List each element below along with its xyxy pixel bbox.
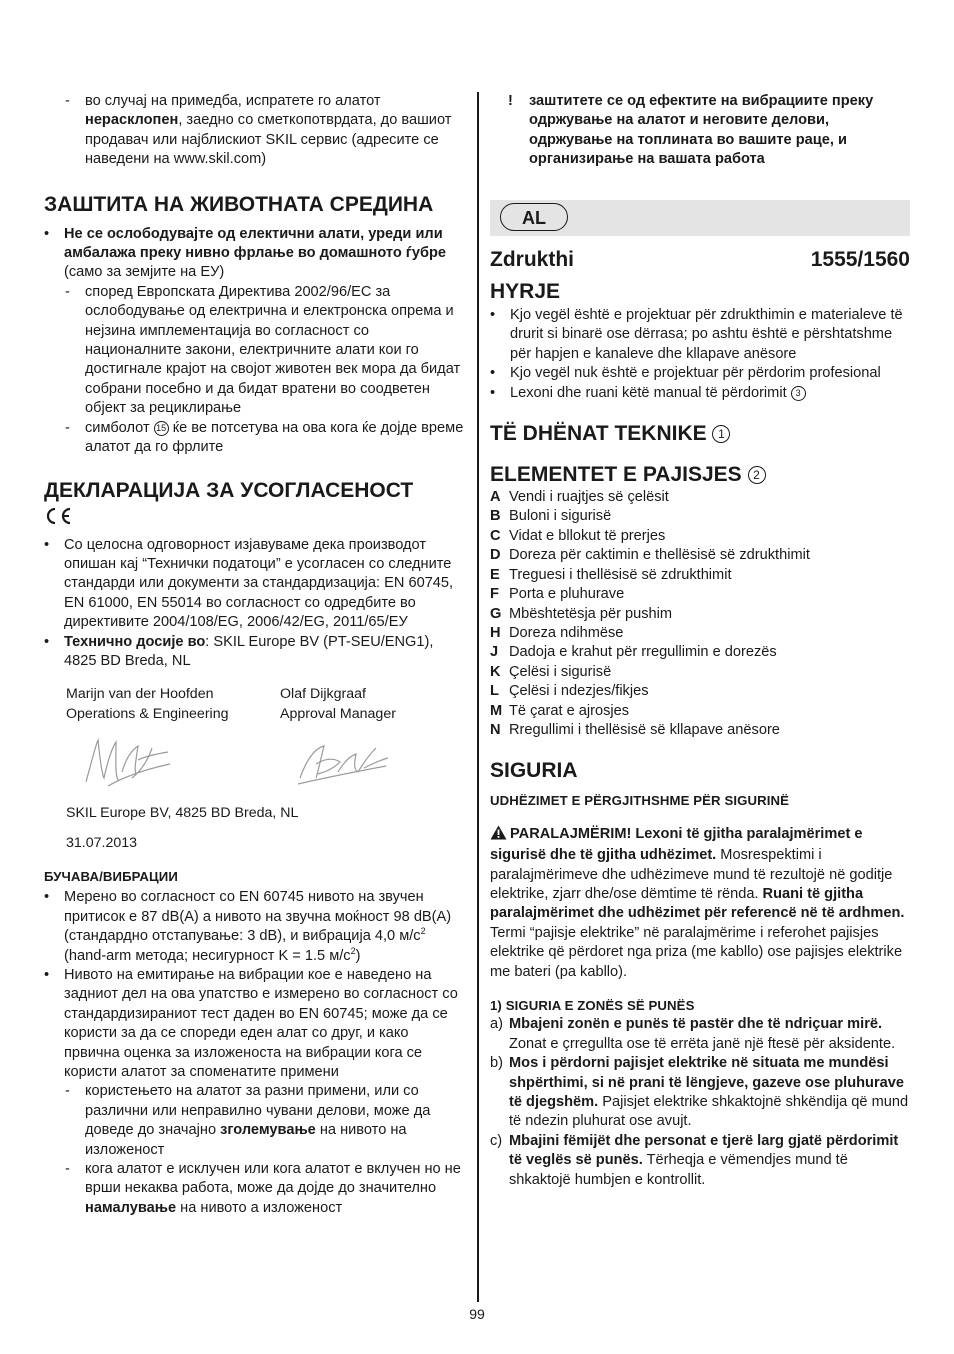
element-item xyxy=(490,643,910,662)
work-area-title: 1) SIGURIA E ZONËS SË PUNËS xyxy=(490,998,695,1013)
column-divider xyxy=(477,92,479,1302)
decl-bullet-2: • Технично досије во: SKIL Europe BV (PT-SEU/ENG1), 4825 BD Breda, NL xyxy=(44,633,466,672)
noise-title: БУЧАВА/ВИБРАЦИИ xyxy=(44,868,178,884)
element-item xyxy=(490,663,910,682)
signatories xyxy=(66,685,466,724)
warning-triangle-icon xyxy=(490,825,507,846)
element-label: Të çarat e ajrosjes xyxy=(509,702,630,719)
element-key: K xyxy=(490,663,501,680)
product-model: 1555/1560 xyxy=(810,247,910,271)
element-key: H xyxy=(490,624,501,641)
work-area-item xyxy=(490,1132,910,1190)
work-area-bold: Mos i përdorni pajisjet elektrike në situata me mundësi shpërthimi, si në prani të lëngjeve, gazeve ose pluhurave të djegshëm. xyxy=(509,1055,904,1111)
work-area-text xyxy=(509,1015,910,1054)
work-area-rest: Zonat e çrregullta ose të errëta janë një ftesë për aksidente. xyxy=(509,1035,896,1052)
decl-bullet-1: • Со целосна одговорност изјавуваме дека производот опишан кај “Технички податоци” е усогласен со следните стандарди или документи за стандардизација: EN 60745, EN 61000, EN 55014 во согласност со одредбите во директивите 2004/108/EG, 2006/42/EG, 2011/65/ЕУ xyxy=(44,536,466,633)
element-key: B xyxy=(490,508,501,525)
left-column xyxy=(44,92,466,1218)
intro-bullet-3: • Lexoni dhe ruani këtë manual të përdorimit 3 xyxy=(490,384,910,403)
signatory-1: Marijn van der Hoofden Operations & Engineering xyxy=(66,686,229,722)
element-item xyxy=(490,585,910,604)
element-item xyxy=(490,546,910,565)
signature-date: 31.07.2013 xyxy=(66,834,138,851)
signature-images xyxy=(66,724,466,804)
general-warning: PARALAJMËRIM! Lexoni të gjitha paralajmërimet e sigurisë dhe të gjitha udhëzimet. Mosrespektimi i paralajmërimeve dhe udhëzimeve mund të rezultojë në goditje elektrike, zjarr dhe/ose dëmtime të rënda. Ruani të gjitha paralajmërimet dhe udhëzimet për referencë në të ardhmen. Termi “pajisje elektrike” në paralajmërime i referohet pajisjes elektrike që përdoret nga priza (me kabllo) ose pajisjes elektrike me bateri (pa kabllo). xyxy=(490,825,905,980)
intro-bullet-2: • Kjo vegël nuk është e projektuar për përdorim profesional xyxy=(490,364,910,383)
element-item xyxy=(490,605,910,624)
vibration-warning: ! заштитете се од ефектите на вибрациите преку одржување на алатот и неговите делови, одржување на топлината во вашите раце, и организирање на вашата работа xyxy=(508,93,874,168)
element-item xyxy=(490,507,910,526)
signature-1-icon xyxy=(82,730,174,792)
general-safety-title: UDHËZIMET E PËRGJITHSHME PËR SIGURINË xyxy=(490,793,789,809)
right-column xyxy=(490,92,910,1190)
work-area-list xyxy=(490,1015,910,1190)
element-item xyxy=(490,682,910,701)
intro-title: HYRJE xyxy=(490,280,561,304)
work-area-item xyxy=(490,1054,910,1132)
work-area-rest: Tërheqja e vëmendjes mund të shkaktojë humbjen e kontrollit. xyxy=(509,1152,848,1188)
element-label: Buloni i sigurisë xyxy=(509,508,612,525)
element-item xyxy=(490,566,910,585)
product-name: Zdrukthi xyxy=(490,247,574,271)
element-key: M xyxy=(490,702,503,719)
language-badge: AL xyxy=(500,203,568,231)
element-label: Doreza ndihmëse xyxy=(509,624,624,641)
ref-3-icon: 3 xyxy=(791,386,806,401)
work-area-text xyxy=(509,1054,910,1132)
ref-15-icon: 15 xyxy=(154,421,169,436)
signature-company: SKIL Europe BV, 4825 BD Breda, NL xyxy=(66,805,299,822)
element-key: J xyxy=(490,644,499,661)
element-key: E xyxy=(490,566,500,583)
element-label: Mbështetësja për pushim xyxy=(509,605,673,622)
element-key: C xyxy=(490,527,501,544)
element-item xyxy=(490,721,910,740)
signature-2-icon xyxy=(294,738,392,790)
page-number: 99 xyxy=(469,1306,485,1322)
element-label: Çelësi i sigurisë xyxy=(509,663,612,680)
work-area-key: a) xyxy=(490,1016,503,1033)
work-area-rest: Pajisjet elektrike shkaktojnë shkëndija që mund të ndezin pluhurat ose avujt. xyxy=(509,1094,909,1130)
ce-mark-icon xyxy=(44,506,74,532)
safety-title: SIGURIA xyxy=(490,759,578,783)
element-label: Rregullimi i thellësisë së kllapave anësore xyxy=(509,721,780,738)
env-bullet: • Не се ослободувајте од електични алати, уреди или амбалажа преку нивно фрлање во домашното ѓубре (само за земјите на ЕУ) xyxy=(44,225,466,283)
noise-dash-2: - кога алатот е исклучен или кога алатот е вклучен но не врши некаква работа, може да дојде до значително намалување на нивото а изложеност xyxy=(44,1160,466,1218)
element-key: D xyxy=(490,547,501,564)
intro-dash-item: - во случај на примедба, испратете го алатот нерасклопен, заедно со сметкопотврдата, до вашиот продавач или најблискиот SKIL сервис (адресите се наведени на www.skil.com) xyxy=(44,92,466,170)
signatory-2: Olaf Dijkgraaf Approval Manager xyxy=(280,686,396,722)
element-key: A xyxy=(490,489,501,506)
element-item xyxy=(490,702,910,721)
tech-title: TË DHËNAT TEKNIKE 1 xyxy=(490,421,910,446)
element-label: Vendi i ruajtjes së çelësit xyxy=(509,489,669,506)
element-key: F xyxy=(490,586,499,603)
language-bar xyxy=(490,200,910,236)
ref-2-icon: 2 xyxy=(748,466,766,484)
noise-bullet-1: • Мерено во согласност со EN 60745 нивото на звучен притисок е 87 dB(A) а нивото на звучна моќност 98 dB(A) (стандардно отстапување: 3 dB), и вибрација 4,0 $м/с^2$ (hand-arm метода; несигурност K = 1.5 $м/с^2$) xyxy=(44,888,466,966)
element-label: Çelësi i ndezjes/fikjes xyxy=(509,683,649,700)
work-area-key: c) xyxy=(490,1132,503,1149)
work-area-text xyxy=(509,1132,910,1190)
env-title: ЗАШТИТА НА ЖИВОТНАТА СРЕДИНА xyxy=(44,192,434,216)
product-title xyxy=(490,247,910,271)
element-label: Treguesi i thellësisë së zdrukthimit xyxy=(509,566,732,583)
work-area-bold: Mbajini fëmijët dhe personat e tjerë larg gjatë përdorimit të veglës së punës. xyxy=(509,1132,899,1169)
decl-title: ДЕКЛАРАЦИЈА ЗА УСОГЛАСЕНОСТ xyxy=(44,478,466,532)
elements-title: ELEMENTET E PAJISJES 2 xyxy=(490,462,910,487)
noise-dash-1: - користењето на алатот за разни примени, или со различни или неправилно чувани делови, може да доведе до значајно зголемување на нивото на изложеност xyxy=(44,1082,466,1160)
element-item xyxy=(490,624,910,643)
noise-bullet-2: • Нивото на емитирање на вибрации кое е наведено на задниот дел на ова упатство е измерено во согласност со стандардизираниот тест даден во EN 60745; може да се користи за да се спореди еден алат со друг, и како првична оценка за изложеноста на вибрации кога се користи алатот за споменатите примени xyxy=(44,966,466,1082)
intro-bullet-1: • Kjo vegël është e projektuar për zdrukthimin e materialeve të drurit si binarë ose dërrasa; po ashtu është e përshtatshme për hapjen e kanaleve dhe kllapave anësore xyxy=(490,306,910,364)
env-dash-2: - симболот 15 ќе ве потсетува на ова кога ќе дојде време алатот да го фрлите xyxy=(44,419,466,458)
element-key: N xyxy=(490,721,501,738)
work-area-item xyxy=(490,1015,910,1054)
element-item xyxy=(490,488,910,507)
element-key: L xyxy=(490,683,499,700)
element-label: Vidat e bllokut të prerjes xyxy=(509,527,666,544)
element-key: G xyxy=(490,605,502,622)
env-dash-1: - според Европската Директива 2002/96/EC за ослободување од електрична и електронска опрема и нејзина имплементација во согласност со националните закони, електричните алати кои го достигнале крајот на својот животен век мора да бидат собрани посебно и да бидат вратени во соодветен објект за рециклирање xyxy=(44,283,466,419)
work-area-bold: Mbajeni zonën e punës të pastër dhe të ndriçuar mirë. xyxy=(509,1016,883,1033)
element-label: Dadoja e krahut për rregullimin e dorezës xyxy=(509,644,777,661)
ref-1-icon: 1 xyxy=(712,425,730,443)
element-label: Doreza për caktimin e thellësisë së zdrukthimit xyxy=(509,547,810,564)
elements-list xyxy=(490,488,910,740)
element-item xyxy=(490,527,910,546)
element-label: Porta e pluhurave xyxy=(509,586,625,603)
work-area-key: b) xyxy=(490,1055,503,1072)
